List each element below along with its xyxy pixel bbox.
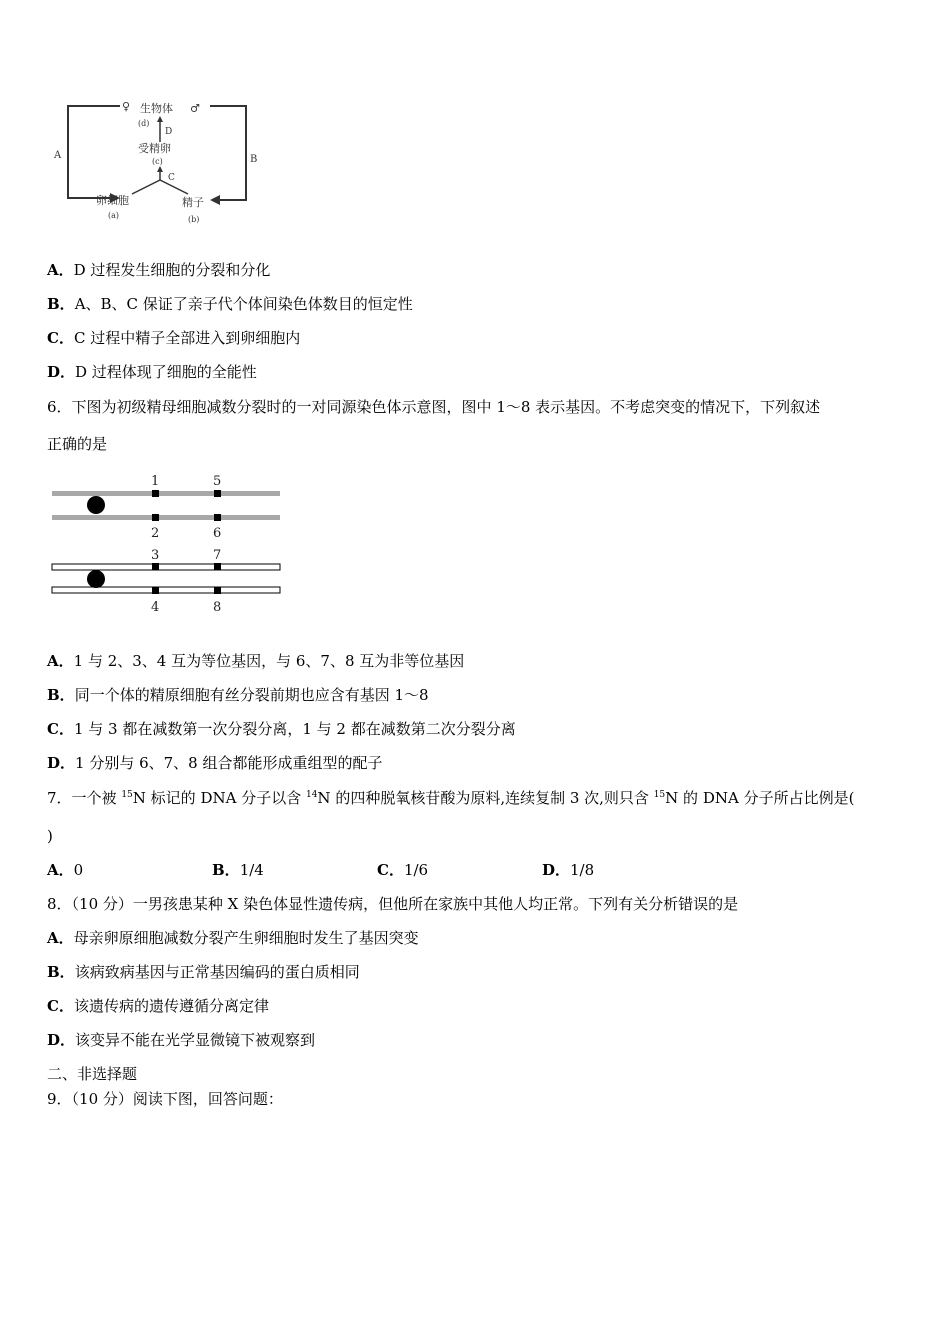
q9-stem: 9．（10 分）阅读下图，回答问题： xyxy=(47,1090,283,1108)
label-male: ♂ xyxy=(190,102,200,115)
gene-label-7: 7 xyxy=(213,548,222,563)
q8-option-a: A．母亲卵原细胞减数分裂产生卵细胞时发生了基因突变 xyxy=(47,929,419,947)
gene-label-1: 1 xyxy=(151,474,160,489)
gene-label-6: 6 xyxy=(213,526,222,541)
life-cycle-diagram xyxy=(50,92,270,232)
q8-option-b: B．该病致病基因与正常基因编码的蛋白质相同 xyxy=(47,963,360,981)
q7-option-d: D．1/8 xyxy=(542,861,595,879)
label-A: A xyxy=(54,150,62,161)
label-C: C xyxy=(168,173,175,183)
q7-stem-close: ) xyxy=(47,827,53,845)
q5-option-b: B．A、B、C 保证了亲子代个体间染色体数目的恒定性 xyxy=(47,295,413,313)
label-c: (c) xyxy=(152,157,163,166)
q8-option-c: C．该遗传病的遗传遵循分离定律 xyxy=(47,997,269,1015)
q7-option-a: A．0 xyxy=(47,861,84,879)
label-a: (a) xyxy=(108,211,120,220)
q5-option-d: D．D 过程体现了细胞的全能性 xyxy=(47,363,257,381)
label-d: (d) xyxy=(138,119,150,128)
q6-option-d: D．1 分别与 6、7、8 组合都能形成重组型的配子 xyxy=(47,754,383,772)
label-female: ♀ xyxy=(122,100,131,113)
q7-stem: 7．一个被 $^{15}$N 标记的 DNA 分子以含 $^{14}$N 的四种脱氧核苷酸为原料,连续复制 3 次,则只含 $^{15}$N 的 DNA 分子所占比例是( xyxy=(47,789,855,807)
gene-label-5: 5 xyxy=(213,474,222,489)
chromosome-diagram xyxy=(48,470,288,620)
gene-label-8: 8 xyxy=(213,600,222,615)
q6-stem-line2: 正确的是 xyxy=(47,435,108,453)
section-heading: 二、非选择题 xyxy=(47,1065,138,1083)
gene-label-2: 2 xyxy=(151,526,160,541)
q7-option-c: C．1/6 xyxy=(377,861,429,879)
gene-label-4: 4 xyxy=(151,600,160,615)
label-zygote: 受精卵 xyxy=(138,142,171,155)
q6-option-a: A．1 与 2、3、4 互为等位基因，与 6、7、8 互为非等位基因 xyxy=(47,652,465,670)
label-egg: 卵细胞 xyxy=(96,194,129,207)
q8-option-d: D．该变异不能在光学显微镜下被观察到 xyxy=(47,1031,316,1049)
label-sperm: 精子 xyxy=(182,196,204,209)
q5-option-c: C．C 过程中精子全部进入到卵细胞内 xyxy=(47,329,301,347)
label-B: B xyxy=(250,154,258,165)
gene-label-3: 3 xyxy=(151,548,160,563)
q6-option-b: B．同一个体的精原细胞有丝分裂前期也应含有基因 1～8 xyxy=(47,686,429,704)
q6-option-c: C．1 与 3 都在减数第一次分裂分离，1 与 2 都在减数第二次分裂分离 xyxy=(47,720,516,738)
q6-stem-line1: 6．下图为初级精母细胞减数分裂时的一对同源染色体示意图，图中 1～8 表示基因。不考虑突变的情况下，下列叙述 xyxy=(47,398,821,416)
q7-option-b: B．1/4 xyxy=(212,861,264,879)
label-D: D xyxy=(165,127,173,137)
q8-stem: 8．（10 分）一男孩患某种 X 染色体显性遗传病，但他所在家族中其他人均正常。下列有关分析错误的是 xyxy=(47,895,739,913)
label-b: (b) xyxy=(188,215,200,224)
label-organism: 生物体 xyxy=(140,102,173,115)
q5-option-a: A．D 过程发生细胞的分裂和分化 xyxy=(47,261,271,279)
